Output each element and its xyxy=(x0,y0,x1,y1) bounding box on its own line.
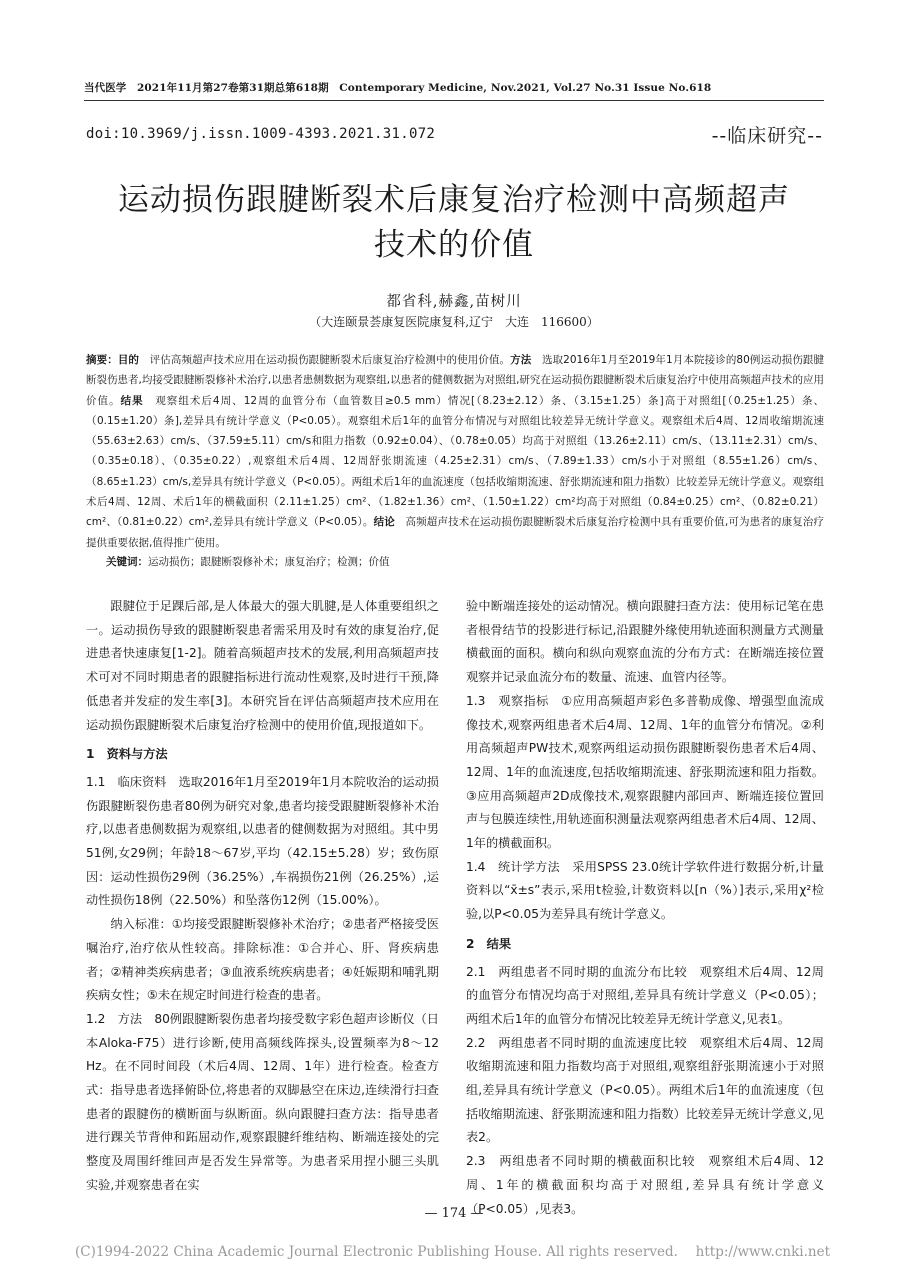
method-text: 选取2016年1月至2019年1月本院接诊的80例运动损伤跟腱断裂伤患者,均接受跟腱断裂修补术治疗,以患者患侧数据为观察组,以患者的健侧数据为对照组,研究在运动损伤跟腱断裂术后康复治疗中使用高频超声技术的应用价值。 xyxy=(86,354,825,407)
criteria-paragraph: 纳入标准：①均接受跟腱断裂修补术治疗；②患者严格接受医嘱治疗,治疗依从性较高。排除标准：①合并心、肝、肾疾病患者；②精神类疾病患者；③血液系统疾病患者；④妊娠期和哺乳期疾病女性；⑤未在规定时间进行检查的患者。 xyxy=(86,917,439,1003)
purpose-text: 评估高频超声技术应用在运动损伤跟腱断裂术后康复治疗检测中的使用价值。 xyxy=(139,354,511,366)
section-heading-1: 1 资料与方法 xyxy=(86,747,168,762)
copyright-watermark: (C)1994-2022 China Academic Journal Electronic Publishing House. All rights reserved. http://www.cnki.net xyxy=(74,1244,831,1260)
section-heading-2: 2 结果 xyxy=(466,936,512,951)
keywords xyxy=(106,554,824,569)
left-column xyxy=(86,595,439,1198)
paragraph-2-1: 2.1 两组患者不同时期的血流分布比较 观察组术后4周、12周的血管分布情况均高于对照组,差异具有统计学意义（P<0.05）；两组术后1年的血管分布情况比较差异无统计学意义,见表1。 xyxy=(466,964,824,1026)
result-text: 观察组术后4周、12周的血管分布（血管数目≥0.5 mm）情况[（8.23±2.12）条、（3.15±1.25）条]高于对照组[（0.25±1.25）条、（0.15±1.20）条],差异具有统计学意义（P<0.05）。观察组术后1年的血管分布情况与对照组比较差异无统计学意义。观察组术后4周、12周收缩期流速（55.63±2.63）cm/s、（37.59±5.11）cm/s和阻力指数（0.92±0.04）、（0.78±0.05）均高于对照组（13.26±2.11）cm/s、（13.11±2.31）cm/s、（0.35±0.18）、（0.35±0.22）,观察组术后4周、12周舒张期流速（4.25±2.31）cm/s、（7.89±1.33）cm/s小于对照组（8.55±1.26）cm/s、（8.65±1.23）cm/s,差异具有统计学意义（P<0.05）。两组术后1年的血流速度（包括收缩期流速、舒张期流速和阻力指数）比较差异无统计学意义。观察组术后4周、12周、术后1年的横截面积（2.11±1.25）cm²、（1.82±1.36）cm²、（1.50±1.22）cm²均高于对照组（0.84±0.25）cm²、（0.82±0.21）cm²、（0.81±0.22）cm²,差异具有统计学意义（P<0.05）。 xyxy=(86,394,825,529)
paragraph-2-2: 2.2 两组患者不同时期的血流速度比较 观察组术后4周、12周收缩期流速和阻力指数均高于对照组,观察组舒张期流速小于对照组,差异具有统计学意义（P<0.05）。两组术后1年的血流速度（包括收缩期流速、舒张期流速和阻力指数）比较差异无统计学意义,见表2。 xyxy=(466,1035,824,1145)
paragraph-1-4: 1.4 统计学方法 采用SPSS 23.0统计学软件进行数据分析,计量资料以“x̄±s”表示,采用t检验,计数资料以[n（%）]表示,采用χ²检验,以P<0.05为差异具有统计学意义。 xyxy=(466,859,824,922)
paragraph-1-1: 1.1 临床资料 选取2016年1月至2019年1月本院收治的运动损伤跟腱断裂伤患者80例为研究对象,患者均接受跟腱断裂修补术治疗,以患者患侧数据为观察组,以患者的健侧数据为对照组。其中男51例,女29例；年龄18～67岁,平均（42.15±5.28）岁；致伤原因：运动性损伤29例（36.25%）,车祸损伤21例（26.25%）,运动性损伤18例（22.50%）和坠落伤12例（15.00%）。 xyxy=(86,774,439,908)
page-number: — 174 — xyxy=(424,1206,484,1221)
intro-paragraph: 跟腱位于足踝后部,是人体最大的强大肌腱,是人体重要组织之一。运动损伤导致的跟腱断裂患者需采用及时有效的康复治疗,促进患者快速康复[1-2]。随着高频超声技术的发展,利用高频超声技术可对不同时期患者的跟腱指标进行流动性观察,及时进行干预,降低患者并发症的发生率[3]。本研究旨在评估高频超声技术应用在运动损伤跟腱断裂术后康复治疗检测中的使用价值,现报道如下。 xyxy=(86,599,439,732)
journal-header: 当代医学 2021年11月第27卷第31期总第618期 Contemporary Medicine, Nov.2021, Vol.27 No.31 Issue No.618 xyxy=(84,82,712,94)
affiliation: （大连颐景荟康复医院康复科,辽宁 大连 116600） xyxy=(309,315,599,329)
abstract-label: 摘要： xyxy=(86,354,118,366)
purpose-label: 目的 xyxy=(117,354,140,366)
conclusion-label: 结论 xyxy=(373,516,395,529)
paragraph-1-3: 1.3 观察指标 ①应用高频超声彩色多普勒成像、增强型血流成像技术,观察两组患者术后4周、12周、1年的血管分布情况。②利用高频超声PW技术,观察两组运动损伤跟腱断裂伤患者术后4周、12周、1年的血流速度,包括收缩期流速、舒张期流速和阻力指数。③应用高频超声2D成像技术,观察跟腱内部回声、断端连接位置回声与包膜连续性,用轨迹面积测量法观察两组患者术后4周、12周、1年的横截面积。 xyxy=(466,693,824,851)
paragraph-2-3: 2.3 两组患者不同时期的横截面积比较 观察组术后4周、12周、1年的横截面积均高于对照组,差异具有统计学意义（P<0.05）,见表3。 xyxy=(466,1154,824,1216)
header-divider xyxy=(84,100,824,101)
section-tag: --临床研究-- xyxy=(711,125,823,147)
conclusion-text: 高频超声技术在运动损伤跟腱断裂术后康复治疗检测中具有重要价值,可为患者的康复治疗提供重要依据,值得推广使用。 xyxy=(86,516,824,549)
title-line-1: 运动损伤跟腱断裂术后康复治疗检测中高频超声 xyxy=(118,182,790,218)
paragraph-continued: 验中断端连接处的运动情况。横向跟腱扫查方法：使用标记笔在患者根骨结节的投影进行标记,沿跟腱外缘使用轨迹面积测量方式测量横截面的面积。横向和纵向观察血流的分布方式：在断端连接位置观察并记录血流分布的数量、流速、血管内径等。 xyxy=(466,599,824,685)
abstract xyxy=(86,350,824,553)
right-column xyxy=(466,595,824,1221)
result-label: 结果 xyxy=(120,394,144,407)
keywords-label: 关键词： xyxy=(106,556,148,568)
doi: doi:10.3969/j.issn.1009-4393.2021.31.072 xyxy=(86,126,436,142)
authors: 都省科,赫鑫,苗树川 xyxy=(386,294,522,310)
paragraph-1-2: 1.2 方法 80例跟腱断裂伤患者均接受数字彩色超声诊断仪（日本Aloka-F75）进行诊断,使用高频线阵探头,设置频率为8～12 Hz。在不同时间段（术后4周、12周、1年）进行检查。检查方式：指导患者选择俯卧位,将患者的双脚悬空在床边,连续滑行扫查患者的跟腱伤的横断面与纵断面。纵向跟腱扫查方法：指导患者进行踝关节背伸和跖屈动作,观察跟腱纤维结构、断端连接处的完整度及周围纤维回声是否发生异常等。为患者采用捏小腿三头肌实验,并观察患者在实 xyxy=(86,1011,439,1192)
keywords-text: 运动损伤；跟腱断裂修补术；康复治疗；检测；价值 xyxy=(148,556,390,568)
paper-title xyxy=(84,178,824,268)
method-label: 方法 xyxy=(510,354,532,366)
title-line-2: 技术的价值 xyxy=(374,227,534,263)
